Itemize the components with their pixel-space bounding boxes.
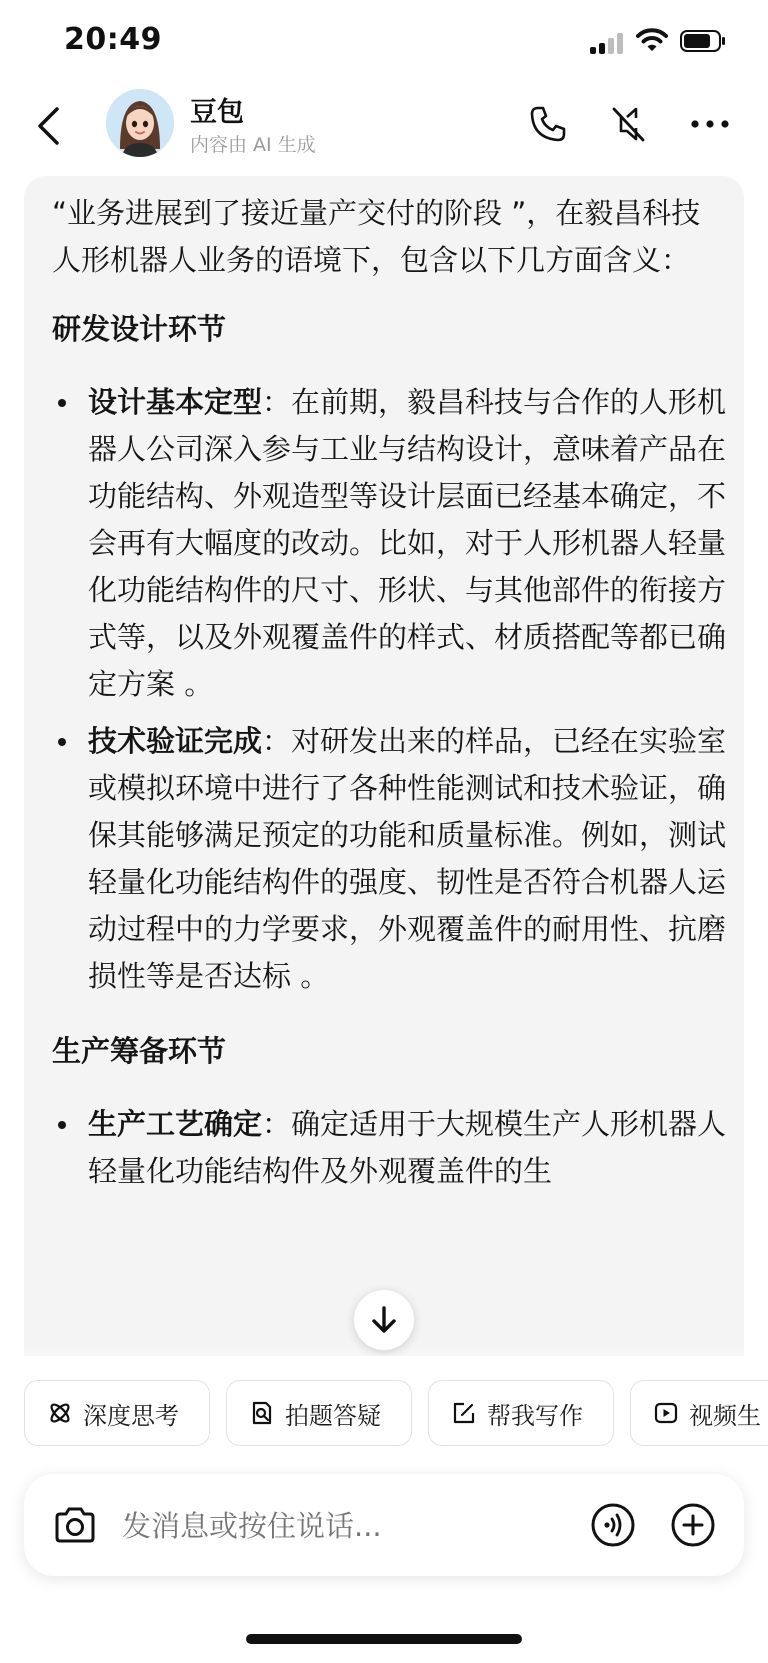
chip-label: 帮我写作 xyxy=(487,1401,583,1430)
avatar[interactable] xyxy=(106,89,174,157)
message-input-bar xyxy=(24,1474,744,1576)
quick-action-chips xyxy=(24,1380,768,1448)
message-intro: “业务进展到了接近量产交付的阶段 ”，在毅昌科技人形机器人业务的语境下，包含以下几方面含义： xyxy=(52,196,701,277)
status-time: 20:49 xyxy=(64,22,162,57)
plus-circle-icon xyxy=(670,1502,716,1548)
assistant-message-bubble xyxy=(24,176,744,1376)
more-icon xyxy=(690,119,730,129)
bullet-list xyxy=(52,1101,728,1195)
composer-area xyxy=(0,1356,768,1663)
scroll-to-bottom-button[interactable] xyxy=(354,1290,414,1350)
cellular-signal-icon xyxy=(590,32,626,54)
back-icon xyxy=(35,106,61,146)
bullet-list xyxy=(52,379,728,1000)
mute-voice-button[interactable] xyxy=(604,100,652,148)
bullet-text: ：在前期，毅昌科技与合作的人形机器人公司深入参与工业与结构设计，意味着产品在功能结构、外观造型等设计层面已经基本确定，不会再有大幅度的改动。比如，对于人形机器人轻量化功能结构件的尺寸、形状、与其他部件的衔接方式等，以及外观覆盖件的样式、材质搭配等都已确定方案 。 xyxy=(88,385,727,701)
chip-deep-thinking[interactable] xyxy=(24,1380,210,1446)
chip-label: 拍题答疑 xyxy=(285,1401,381,1430)
message-content xyxy=(52,190,728,1205)
bullet-text: ：确定适用于大规模生产人形机器人轻量化功能结构件及外观覆盖件的生 xyxy=(88,1107,727,1188)
ai-generated-label: 内容由 AI 生成 xyxy=(190,134,316,156)
bot-name: 豆包 xyxy=(190,97,244,128)
wifi-icon xyxy=(636,27,668,53)
voice-call-button[interactable] xyxy=(586,1498,640,1552)
bullet-text: ：对研发出来的样品，已经在实验室或模拟环境中进行了各种性能测试和技术验证，确保其能够满足预定的功能和质量标准。例如，测试轻量化功能结构件的强度、韧性是否符合机器人运动过程中的力学要求，外观覆盖件的耐用性、抗磨损性等是否达标 。 xyxy=(88,724,727,993)
atom-icon xyxy=(47,1400,73,1426)
bullet-item xyxy=(52,379,728,708)
chip-help-write[interactable] xyxy=(428,1380,614,1446)
back-button[interactable] xyxy=(28,98,68,154)
edit-icon xyxy=(451,1400,477,1426)
add-attachment-button[interactable] xyxy=(666,1498,720,1552)
home-indicator[interactable] xyxy=(246,1634,522,1644)
chat-header xyxy=(0,82,768,172)
phone-icon xyxy=(529,105,567,143)
camera-icon xyxy=(53,1505,97,1545)
camera-button[interactable] xyxy=(50,1500,100,1550)
chip-label: 视频生 xyxy=(689,1401,761,1430)
chip-label: 深度思考 xyxy=(83,1401,179,1430)
status-bar xyxy=(0,0,768,80)
bullet-title: 设计基本定型 xyxy=(88,385,263,419)
bullet-item xyxy=(52,718,728,1000)
bullet-title: 生产工艺确定 xyxy=(88,1107,263,1141)
chip-video-generate[interactable] xyxy=(630,1380,768,1446)
bullet-item xyxy=(52,1101,728,1195)
more-button[interactable] xyxy=(686,100,734,148)
call-button[interactable] xyxy=(524,100,572,148)
battery-icon xyxy=(680,30,726,52)
arrow-down-icon xyxy=(371,1305,397,1335)
speaker-muted-icon xyxy=(609,104,647,144)
bullet-title: 技术验证完成 xyxy=(88,724,263,758)
video-icon xyxy=(653,1400,679,1426)
section-title: 生产筹备环节 xyxy=(52,1034,227,1068)
section-title: 研发设计环节 xyxy=(52,312,227,346)
voice-wave-icon xyxy=(590,1502,636,1548)
message-input[interactable] xyxy=(120,1498,564,1554)
chip-photo-question[interactable] xyxy=(226,1380,412,1446)
photo-question-icon xyxy=(249,1400,275,1426)
